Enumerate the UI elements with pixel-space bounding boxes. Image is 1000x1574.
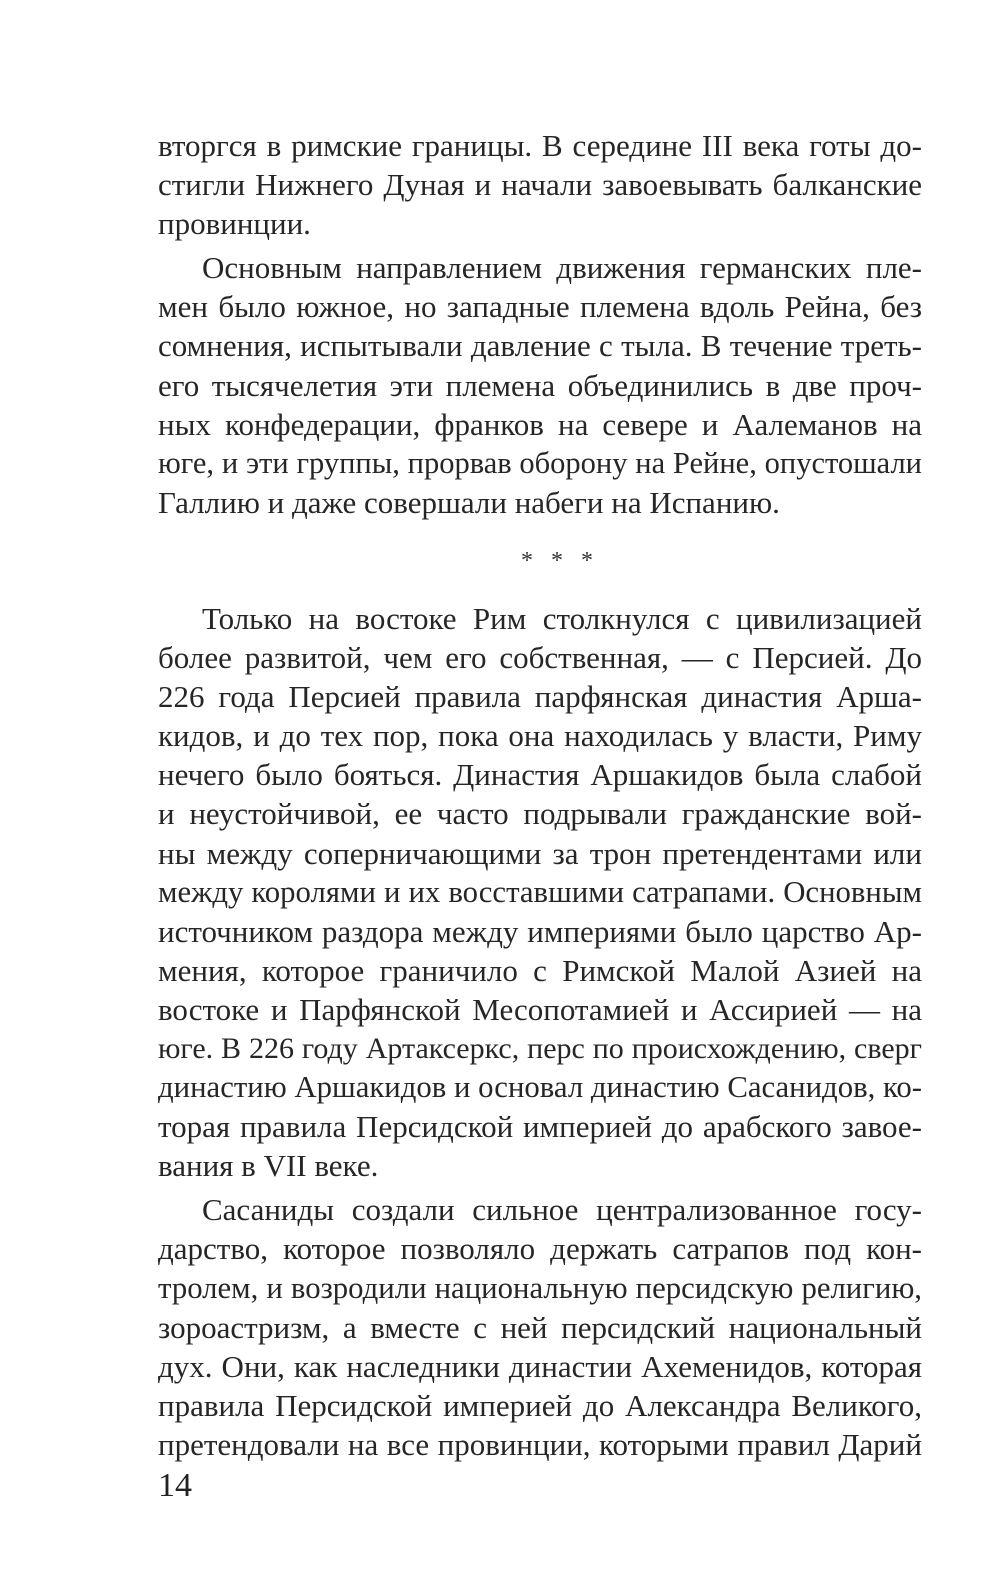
text-line: ны между соперничающими за трон претендентами или <box>158 835 922 871</box>
text-line: источником раздора между империями было царство Ар- <box>158 913 922 949</box>
paragraph <box>158 1190 922 1464</box>
text-line: и неустойчивой, ее часто подрывали гражданские вой- <box>158 796 922 832</box>
text-line: династию Аршакидов и основал династию Сасанидов, ко- <box>158 1070 922 1105</box>
text-line: 226 года Персией правила парфянская династия Арша- <box>158 679 922 715</box>
text-line: дарство, которое позволяло держать сатрапов под кон- <box>158 1231 922 1267</box>
text-line: торая правила Персидской империей до арабского завое- <box>158 1109 922 1145</box>
text-line: сомнения, испытывали давление с тыла. В течение треть- <box>158 328 922 364</box>
text-line: Сасаниды создали сильное централизованное госу- <box>202 1192 922 1228</box>
text-line: нечего было бояться. Династия Аршакидов была слабой <box>158 757 922 793</box>
text-line: юге. В 226 году Артаксеркс, перс по происхождению, сверг <box>158 1031 922 1065</box>
text-line: более развитой, чем его собственная, — с Персией. До <box>158 640 922 676</box>
text-line: между королями и их восставшими сатрапами. Основным <box>158 874 922 909</box>
paragraph <box>158 599 922 1185</box>
text-line: Основным направлением движения германских пле- <box>202 250 922 286</box>
text-line: юге, и эти группы, прорвав оборону на Рейне, опустошали <box>158 445 922 480</box>
page-number: 14 <box>158 1467 192 1504</box>
text-line: зороастризм, а вместе с ней персидский национальный <box>158 1309 922 1345</box>
text-line: ных конфедерации, франков на севере и Аалеманов на <box>158 406 922 442</box>
text-line: тролем, и возродили национальную персидскую религию, <box>158 1270 922 1305</box>
text-line: мения, которое граничило с Римской Малой Азией на <box>158 952 922 988</box>
text-line: провинции. <box>158 206 311 242</box>
text-line: вания в VII веке. <box>158 1148 379 1184</box>
text-line: мен было южное, но западные племена вдоль Рейна, без <box>158 289 922 325</box>
text-line: стигли Нижнего Дуная и начали завоевывать балканские <box>158 167 922 203</box>
section-break-asterisks: * * * <box>521 547 599 574</box>
text-line: кидов, и до тех пор, пока она находилась у власти, Риму <box>158 718 922 754</box>
text-line: вторгся в римские границы. В середине III века готы до- <box>158 128 922 163</box>
text-line: дух. Они, как наследники династии Ахеменидов, которая <box>158 1348 922 1384</box>
text-line: Только на востоке Рим столкнулся с цивилизацией <box>202 600 922 636</box>
text-line: его тысячелетия эти племена объединились в две проч- <box>158 367 922 403</box>
paragraph <box>158 126 922 243</box>
text-line: претендовали на все провинции, которыми правил Дарий <box>158 1426 922 1462</box>
text-line: востоке и Парфянской Месопотамией и Ассирией — на <box>158 991 922 1027</box>
page-body <box>158 126 922 1464</box>
text-line: Галлию и даже совершали набеги на Испанию. <box>158 484 780 520</box>
paragraph <box>158 248 922 522</box>
text-line: правила Персидской империей до Александра Великого, <box>158 1387 922 1423</box>
